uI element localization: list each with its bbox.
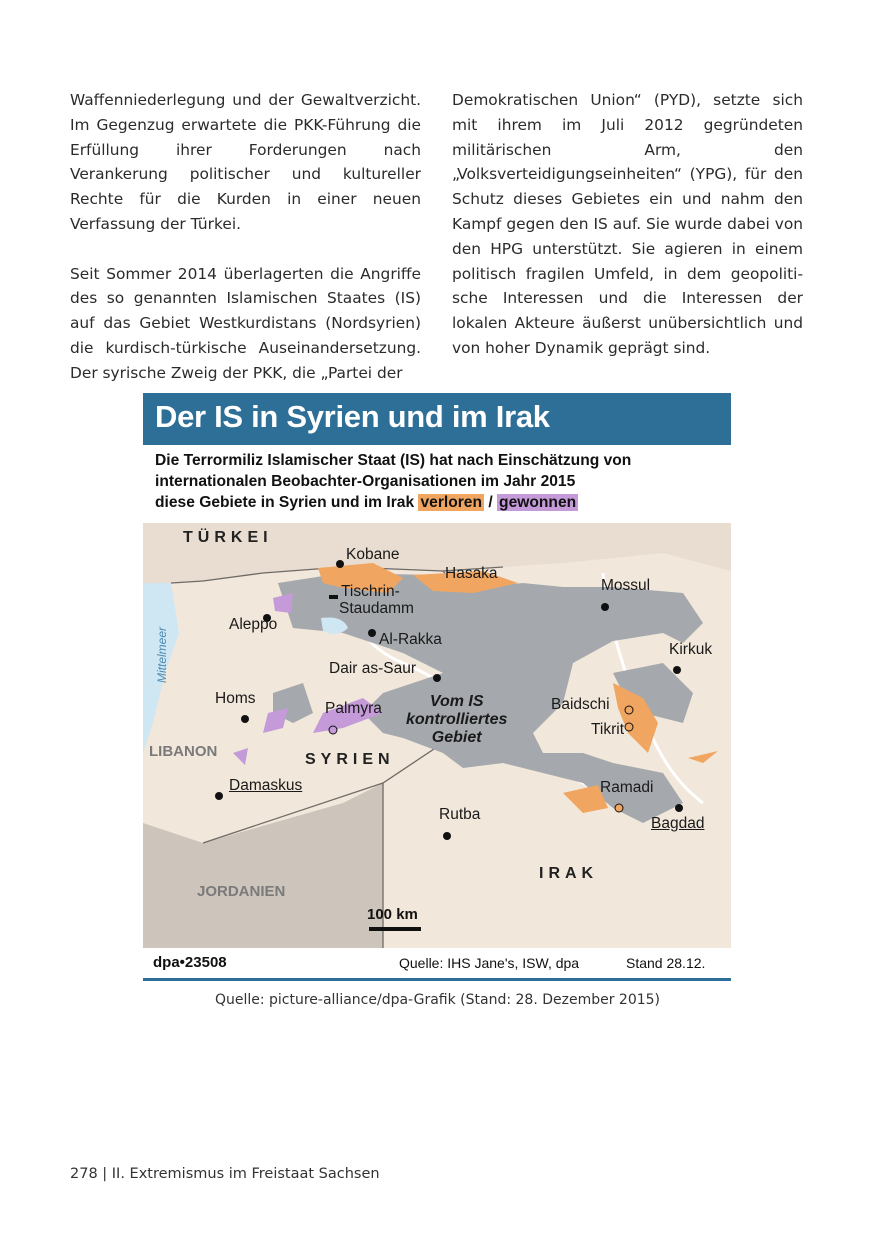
city-dot (241, 715, 249, 723)
scale-bar (369, 927, 421, 931)
figure-subtitle (155, 450, 725, 513)
city-dot (601, 603, 609, 611)
legend-won: gewonnen (499, 494, 577, 511)
city-dot (433, 674, 441, 682)
figure-title-bar (143, 393, 731, 445)
city-dot (673, 666, 681, 674)
lost-area (688, 751, 718, 763)
city-label: Kirkuk (669, 641, 713, 658)
city-label: Mossul (601, 577, 651, 594)
left-column (70, 88, 421, 410)
subtitle-legend-line (155, 492, 725, 513)
dam-marker (329, 595, 338, 599)
figure-id: dpa•23508 (153, 954, 227, 971)
subtitle-line: Die Terrormiliz Islamischer Staat (IS) hat nach Einschätzung von (155, 452, 632, 469)
scale-label: 100 km (367, 906, 418, 923)
country-jordan: JORDANIEN (197, 883, 286, 900)
paragraph: Waffenniederlegung und der Gewaltverzicht. Im Gegenzug erwartete die PKK-Führung die Erfüllung ihrer Forderungen nach Verankerung politischer und kultureller Rechte für die Kurden in einer neuen Verfassung der Türkei. (70, 91, 421, 233)
won-area (273, 593, 293, 613)
page-footer: 278 | II. Extremismus im Freistaat Sachsen (70, 1166, 380, 1182)
city-dot (215, 792, 223, 800)
city-label: Rutba (439, 806, 481, 823)
city-label: Damaskus (229, 777, 303, 794)
figure-footer (143, 948, 731, 981)
figure-title: Der IS in Syrien und im Irak (155, 399, 550, 434)
right-column (452, 88, 803, 386)
country-turkey: TÜRKEI (183, 529, 273, 546)
country-iraq: IRAK (539, 865, 599, 882)
figure-caption: Quelle: picture-alliance/dpa-Grafik (Stand: 28. Dezember 2015) (214, 992, 661, 1008)
city-label: Baidschi (551, 696, 610, 713)
city-dot (675, 804, 683, 812)
figure-date: Stand 28.12. (626, 955, 706, 971)
city-label: Dair as-Saur (329, 660, 416, 677)
city-dot (615, 804, 623, 812)
city-label: Palmyra (325, 700, 382, 717)
city-dot (329, 726, 337, 734)
country-lebanon: LIBANON (149, 743, 218, 760)
city-dot (625, 723, 633, 731)
figure-source: Quelle: IHS Jane's, ISW, dpa (399, 955, 580, 971)
is-label-line: kontrolliertes (406, 711, 508, 728)
subtitle-line: diese Gebiete in Syrien und im Irak (155, 494, 415, 511)
jordan-area (143, 783, 383, 948)
city-label: Tikrit (591, 721, 624, 738)
country-syria: SYRIEN (305, 751, 395, 768)
map (143, 523, 731, 948)
city-label: Hasaka (445, 565, 498, 582)
city-label: Kobane (346, 546, 400, 563)
city-label: Al-Rakka (379, 631, 442, 648)
paragraph: Seit Sommer 2014 überlagerten die Angriffe des so genannten Islamischen Staates (IS) auf das Gebiet Westkurdistans (Nordsyrien) die kurdisch-türkische Auseinandersetzung. Der syrische Zweig der PKK, die „Partei der (70, 264, 421, 382)
legend-separator: / (488, 494, 493, 511)
won-area (233, 748, 248, 765)
city-label: Homs (215, 690, 256, 707)
city-label: Staudamm (339, 600, 414, 617)
city-dot (625, 706, 633, 714)
paragraph: Demokratischen Union“ (PYD), setzte sich mit ihrem im Juli 2012 gegründeten militärischen Arm, den „Volksverteidigungseinheiten“ (YPG), für den Schutz dieses Gebietes ein und nahm den Kampf gegen den IS auf. Sie wurde dabei von den HPG unterstützt. Sie agieren in einem politisch fragilen Umfeld, in dem geopolitische Interessen und die Interessen der lokalen Akteure äußerst unübersichtlich und von hoher Dynamik geprägt sind. (452, 91, 803, 357)
city-label: Ramadi (600, 779, 654, 796)
is-label-line: Gebiet (431, 729, 482, 746)
sea-label: Mittelmeer (155, 626, 169, 683)
is-area-label (406, 693, 507, 747)
city-dot (443, 832, 451, 840)
map-figure (143, 393, 731, 981)
won-area (263, 708, 288, 733)
city-label: Aleppo (229, 616, 278, 633)
city-dot (368, 629, 376, 637)
city-label: Bagdad (651, 815, 705, 832)
subtitle-line: internationalen Beobachter-Organisationen im Jahr 2015 (155, 473, 576, 490)
is-label-line: Vom IS (429, 693, 484, 710)
city-label: Tischrin- (341, 583, 400, 600)
city-dot (336, 560, 344, 568)
legend-lost: verloren (420, 494, 483, 511)
